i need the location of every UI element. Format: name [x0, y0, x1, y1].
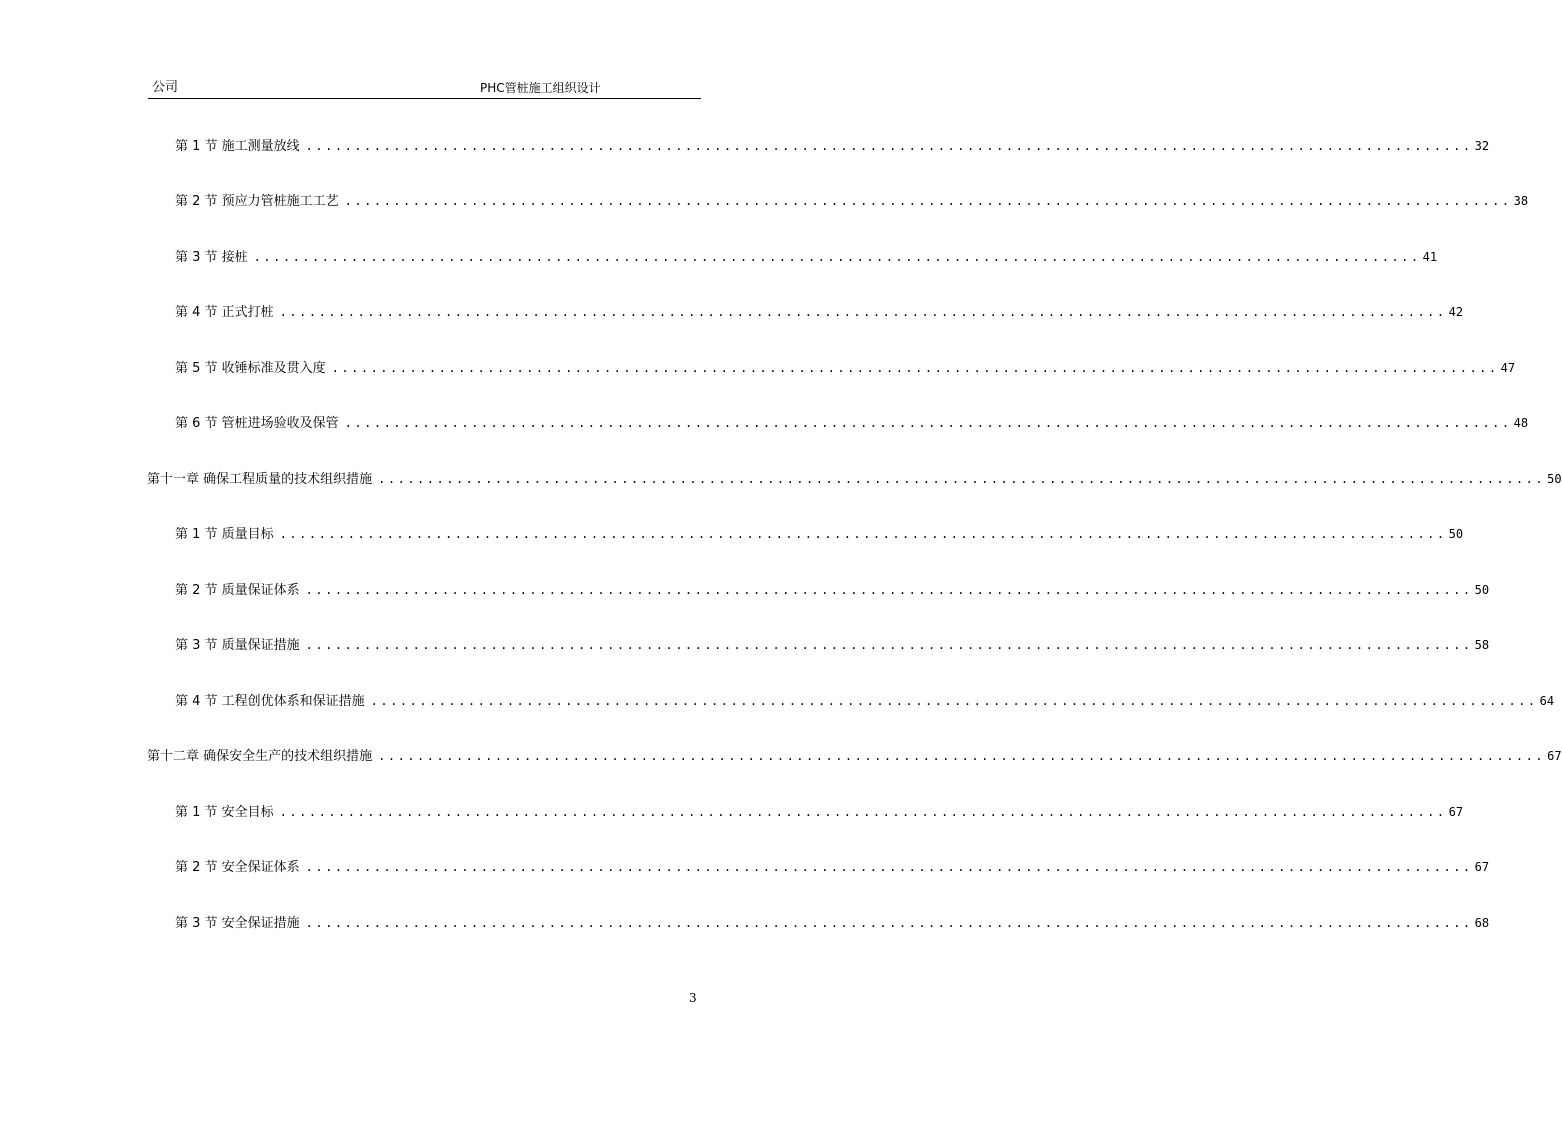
toc-dot-leader: ........................................................................................................................ [378, 749, 1546, 763]
toc-entry-page: 64 [1539, 694, 1555, 708]
toc-entry-label: 第 2 节 预应力管桩施工工艺 [175, 194, 339, 209]
toc-entry-section[interactable] [175, 802, 1464, 822]
toc-dot-leader: ........................................................................................................................ [305, 638, 1473, 652]
toc-entry-page: 32 [1474, 139, 1490, 153]
toc-entry-chapter[interactable] [147, 746, 1562, 766]
toc-dot-leader: ........................................................................................................................ [378, 472, 1546, 486]
toc-entry-section[interactable] [175, 635, 1490, 655]
toc-entry-section[interactable] [175, 191, 1529, 211]
toc-entry-page: 42 [1448, 305, 1464, 319]
toc-entry-page: 50 [1448, 527, 1464, 541]
toc-entry-label: 第十二章 确保安全生产的技术组织措施 [147, 749, 373, 764]
toc-dot-leader: ........................................................................................................................ [305, 139, 1473, 153]
toc-entry-section[interactable] [175, 580, 1490, 600]
toc-entry-page: 67 [1448, 805, 1464, 819]
toc-dot-leader: ........................................................................................................................ [344, 194, 1512, 208]
toc-entry-section[interactable] [175, 413, 1529, 433]
toc-entry-label: 第 3 节 质量保证措施 [175, 638, 300, 653]
toc-entry-page: 38 [1513, 194, 1529, 208]
toc-entry-page: 68 [1474, 916, 1490, 930]
toc-entry-section[interactable] [175, 247, 1438, 267]
toc-entry-page: 58 [1474, 638, 1490, 652]
toc-dot-leader: ........................................................................................................................ [305, 916, 1473, 930]
toc-entry-label: 第 2 节 安全保证体系 [175, 860, 300, 875]
toc-entry-page: 67 [1547, 749, 1562, 763]
toc-entry-page: 50 [1474, 583, 1490, 597]
toc-dot-leader: ........................................................................................................................ [305, 860, 1473, 874]
toc-dot-leader: ........................................................................................................................ [253, 250, 1421, 264]
toc-entry-section[interactable] [175, 302, 1464, 322]
toc-entry-section[interactable] [175, 857, 1490, 877]
toc-entry-section[interactable] [175, 358, 1516, 378]
toc-dot-leader: ........................................................................................................................ [331, 361, 1499, 375]
toc-dot-leader: ........................................................................................................................ [344, 416, 1512, 430]
toc-entry-label: 第 1 节 施工测量放线 [175, 139, 300, 154]
toc-entry-page: 67 [1474, 860, 1490, 874]
toc-entry-chapter[interactable] [147, 469, 1562, 489]
toc-entry-section[interactable] [175, 524, 1464, 544]
header-company: 公司 [152, 80, 179, 95]
toc-entry-label: 第 3 节 接桩 [175, 250, 248, 265]
toc-entry-section[interactable] [175, 136, 1490, 156]
page-number: 3 [689, 991, 697, 1005]
toc-entry-page: 41 [1422, 250, 1438, 264]
toc-dot-leader: ........................................................................................................................ [370, 694, 1538, 708]
toc-entry-label: 第 2 节 质量保证体系 [175, 583, 300, 598]
toc-dot-leader: ........................................................................................................................ [279, 527, 1447, 541]
toc-entry-label: 第 3 节 安全保证措施 [175, 916, 300, 931]
toc-entry-page: 48 [1513, 416, 1529, 430]
toc-entry-label: 第 1 节 安全目标 [175, 805, 274, 820]
toc-dot-leader: ........................................................................................................................ [279, 805, 1447, 819]
toc-entry-section[interactable] [175, 691, 1555, 711]
toc-dot-leader: ........................................................................................................................ [305, 583, 1473, 597]
toc-entry-section[interactable] [175, 913, 1490, 933]
toc-entry-label: 第 4 节 工程创优体系和保证措施 [175, 694, 365, 709]
toc-entry-label: 第 4 节 正式打桩 [175, 305, 274, 320]
toc-dot-leader: ........................................................................................................................ [279, 305, 1447, 319]
toc-entry-page: 50 [1547, 472, 1562, 486]
toc-entry-label: 第 6 节 管桩进场验收及保管 [175, 416, 339, 431]
toc-entry-label: 第 5 节 收锤标准及贯入度 [175, 361, 326, 376]
toc-entry-label: 第 1 节 质量目标 [175, 527, 274, 542]
toc-entry-page: 47 [1500, 361, 1516, 375]
toc-entry-label: 第十一章 确保工程质量的技术组织措施 [147, 472, 373, 487]
header-document-title: PHC管桩施工组织设计 [480, 81, 601, 95]
